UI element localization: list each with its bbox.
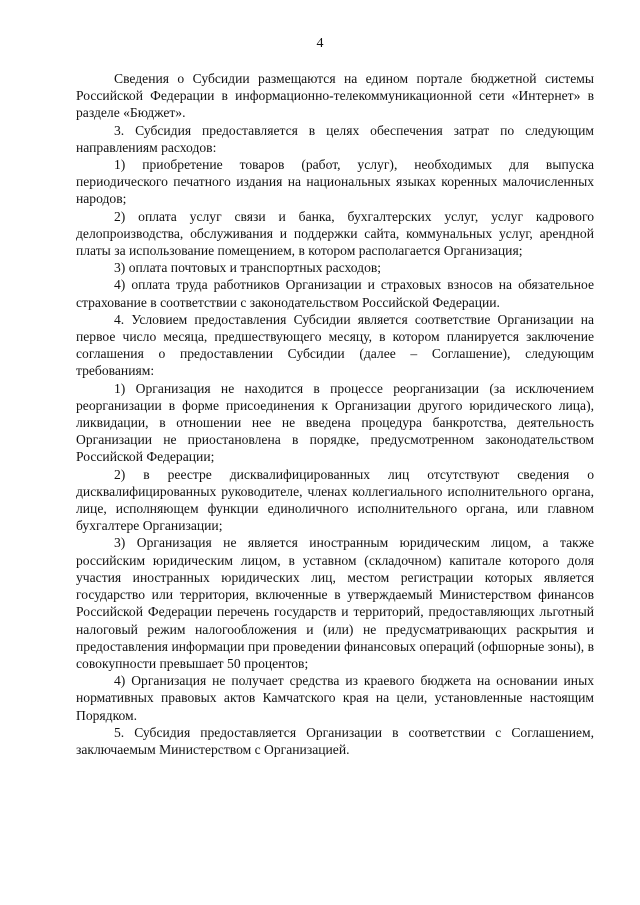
- paragraph-subsidy-info-portal: Сведения о Субсидии размещаются на едином портале бюджетной системы Российской Федерации в информационно-телекоммуникационной сети «Интернет» в разделе «Бюджет».: [76, 71, 594, 121]
- paragraph-item-2-services-payment: 2) оплата услуг связи и банка, бухгалтерских услуг, услуг кадрового делопроизводства, обслуживания и поддержки сайта, коммунальных услуг, арендной платы за использование помещением, в котором располагается Организация;: [76, 208, 594, 259]
- paragraph-section-3-purposes: 3. Субсидия предоставляется в целях обеспечения затрат по следующим направлениям расходов:: [76, 122, 594, 155]
- paragraph-item-3-postal-transport: 3) оплата почтовых и транспортных расходов;: [114, 260, 382, 276]
- paragraph-section-4-conditions: 4. Условием предоставления Субсидии является соответствие Организации на первое число месяца, предшествующего месяцу, в котором планируется заключение соглашения о предоставлении Субсидии (далее – Соглашение), следующим требованиям:: [76, 311, 594, 379]
- document-body: [76, 70, 594, 758]
- paragraph-requirement-2-disqualified: 2) в реестре дисквалифицированных лиц отсутствуют сведения о дисквалифицированных руководителе, членах коллегиального исполнительного органа, лице, исполняющем функции единоличного исполнительного органа, или главном бухгалтере Организации;: [76, 466, 594, 534]
- paragraph-requirement-4-regional-budget: 4) Организация не получает средства из краевого бюджета на основании иных нормативных правовых актов Камчатского края на цели, установленные настоящим Порядком.: [76, 673, 594, 723]
- page-number: 4: [316, 36, 324, 51]
- paragraph-item-4-labor-payment: 4) оплата труда работников Организации и страховых взносов на обязательное страхование в соответствии с законодательством Российской Федерации.: [76, 277, 594, 310]
- paragraph-requirement-3-foreign-entity: 3) Организация не является иностранным юридическим лицом, а также российским юридическим лицом, в уставном (складочном) капитале которого доля участия иностранных юридических лиц, местом регистрации которых является государство или территория, включенные в утверждаемый Министерством финансов Российской Федерации перечень государств и территорий, предоставляющих льготный налоговый режим налогообложения и (или) не предусматривающих раскрытия и предоставления информации при проведении финансовых операций (офшорные зоны), в совокупности превышает 50 процентов;: [76, 535, 594, 671]
- paragraph-requirement-1-reorganization: 1) Организация не находится в процессе реорганизации (за исключением реорганизации в форме присоединения к Организации другого юридического лица), ликвидации, в отношении нее не введена процедура банкротства, деятельность Организации не приостановлена в порядке, предусмотренном законодательством Российской Федерации;: [76, 380, 594, 465]
- paragraph-section-5-agreement: 5. Субсидия предоставляется Организации в соответствии с Соглашением, заключаемым Министерством с Организацией.: [76, 724, 594, 757]
- paragraph-item-1-goods-purchase: 1) приобретение товаров (работ, услуг), необходимых для выпуска периодического печатного издания на национальных языках коренных малочисленных народов;: [76, 157, 594, 207]
